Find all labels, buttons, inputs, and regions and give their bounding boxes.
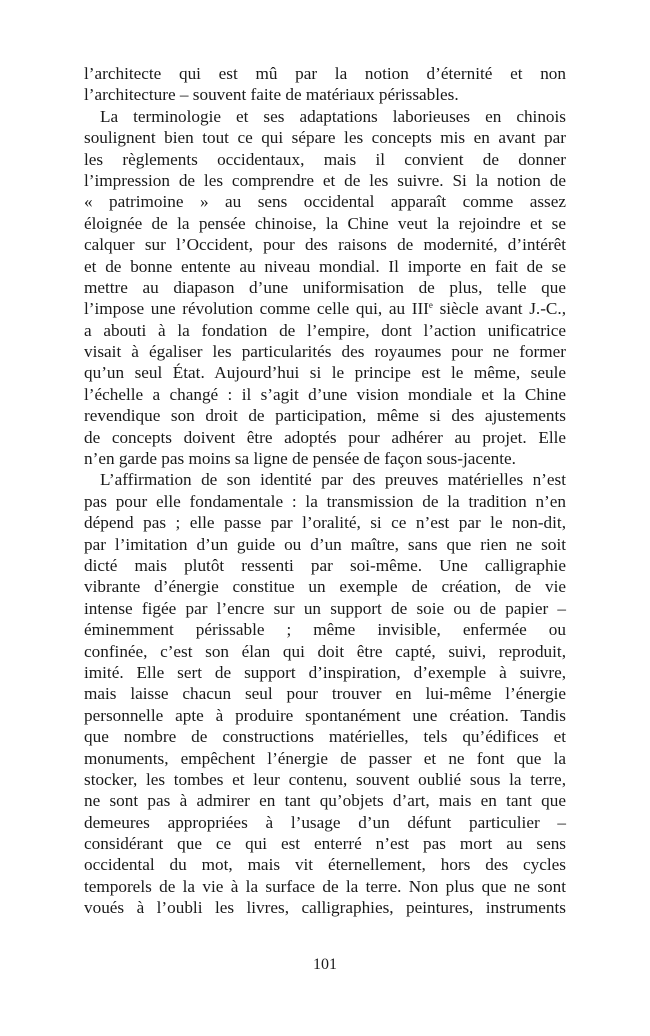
paragraph (84, 106, 566, 470)
text-line: de concepts doivent être adoptés pour adhérer au projet. Elle (84, 427, 566, 447)
text-line: mettre au diapason d’une uniformisation de plus, telle que (84, 277, 566, 297)
text-line: L’affirmation de son identité par des preuves matérielles n’est (100, 470, 566, 490)
page-number: 101 (313, 956, 337, 973)
text-line: mais laisse chacun seul pour trouver en lui-même l’énergie (84, 684, 566, 704)
text-line: éloignée de la pensée chinoise, la Chine veut la rejoindre et se (84, 213, 566, 233)
text-line: intense figée par l’encre sur un support de soie ou de papier – (84, 598, 566, 618)
text-line: et de bonne entente au niveau mondial. Il importe en fait de se (84, 256, 566, 276)
text-line: occidental du mot, mais vit éternellement, hors des cycles (84, 855, 566, 875)
text-line: a abouti à la fondation de l’empire, dont l’action unificatrice (84, 320, 566, 340)
text-line: monuments, empêchent l’énergie de passer et ne font que la (84, 748, 566, 768)
text-line: dépend pas ; elle passe par l’oralité, si ce n’est par le non-dit, (84, 513, 566, 533)
text-line: les règlements occidentaux, mais il convient de donner (84, 149, 566, 169)
text-line: l’échelle a changé : il s’agit d’une vision mondiale et la Chine (84, 384, 566, 404)
text-line: confinée, c’est son élan qui doit être capté, suivi, reproduit, (84, 641, 566, 661)
paragraph (84, 469, 566, 918)
text-line: temporels de la vie à la surface de la terre. Non plus que ne sont (84, 876, 566, 896)
text-line: l’impose une révolution comme celle qui, au IIIe siècle avant J.-C., (84, 299, 566, 319)
text-line: imité. Elle sert de support d’inspiration, d’exemple à suivre, (84, 662, 566, 682)
text-line: revendique son droit de participation, même si des ajustements (84, 406, 566, 426)
text-line: que nombre de constructions matérielles, tels qu’édifices et (84, 727, 566, 747)
text-line: pas pour elle fondamentale : la transmission de la tradition n’en (84, 491, 566, 511)
text-line: dicté mais plutôt ressenti par soi-même. Une calligraphie (84, 555, 566, 575)
text-line: par l’imitation d’un guide ou d’un maître, sans que rien ne soit (84, 534, 566, 554)
text-line: n’en garde pas moins sa ligne de pensée de façon sous-jacente. (84, 449, 516, 469)
text-line: l’impression de les comprendre et de les suivre. Si la notion de (84, 170, 566, 190)
text-line: La terminologie et ses adaptations laborieuses en chinois (100, 106, 566, 126)
text-line: éminemment périssable ; même invisible, enfermée ou (84, 620, 566, 640)
text-line: considérant que ce qui est enterré n’est pas mort au sens (84, 834, 566, 854)
text-line: « patrimoine » au sens occidental apparaît comme assez (84, 192, 566, 212)
text-line: calquer sur l’Occident, pour des raisons de modernité, d’intérêt (84, 235, 566, 255)
text-line: vibrante d’énergie constitue un exemple de création, de vie (84, 577, 566, 597)
text-line: soulignent bien tout ce qui sépare les concepts mis en avant par (84, 128, 566, 148)
text-line: ne sont pas à admirer en tant qu’objets d’art, mais en tant que (84, 791, 566, 811)
text-line: demeures appropriées à l’usage d’un défunt particulier – (84, 812, 566, 832)
paragraph (84, 63, 566, 106)
text-line: l’architecture – souvent faite de matériaux périssables. (84, 85, 459, 105)
page-body (84, 63, 566, 919)
text-line: personnelle apte à produire spontanément une création. Tandis (84, 705, 566, 725)
text-line: l’architecte qui est mû par la notion d’éternité et non (84, 64, 566, 83)
superscript: e (428, 300, 433, 311)
text-line: stocker, les tombes et leur contenu, souvent oublié sous la terre, (84, 769, 566, 789)
text-line: voués à l’oubli les livres, calligraphies, peintures, instruments (84, 898, 566, 918)
text-line: visait à égaliser les particularités des royaumes pour ne former (84, 342, 566, 362)
text-line: qu’un seul État. Aujourd’hui si le principe est le même, seule (84, 363, 566, 383)
